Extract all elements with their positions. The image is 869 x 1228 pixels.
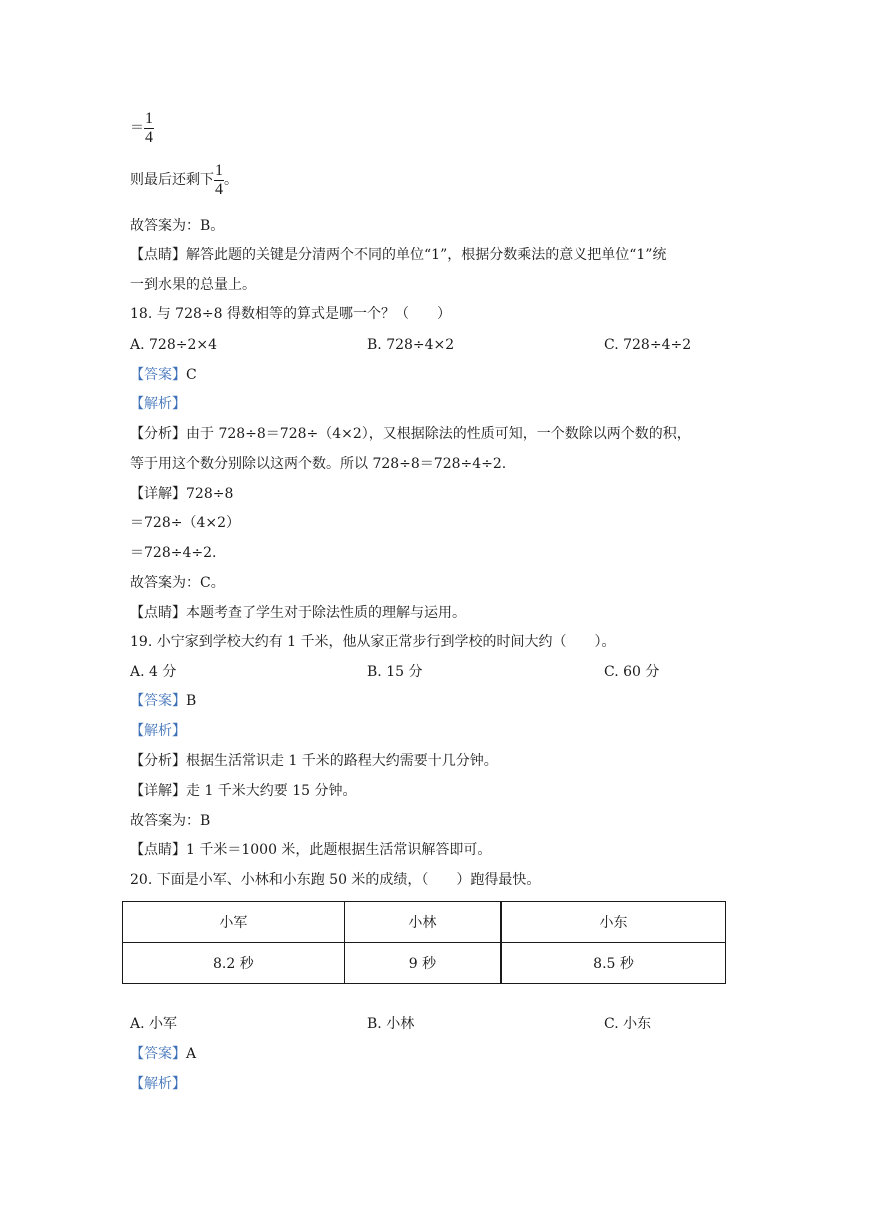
answer-label: 【答案】 — [130, 1046, 186, 1062]
tip-text: 本题考查了学生对于除法性质的理解与运用。 — [186, 605, 466, 621]
q18-step-2: ＝728÷（4×2） — [130, 515, 240, 531]
q18-option-c: C. 728÷4÷2 — [604, 337, 692, 353]
answer-label: 【答案】 — [130, 693, 186, 709]
xiangjie-label: 【详解】 — [130, 783, 186, 799]
table-cell: 小东 — [501, 902, 725, 943]
remain-line — [130, 160, 238, 200]
q19-question: 19. 小宁家到学校大约有 1 千米，他从家正常步行到学校的时间大约（ ）。 — [130, 634, 616, 650]
q19-option-c: C. 60 分 — [604, 664, 660, 680]
fraction-one-quarter-2: $\frac{1}{4}$ — [215, 161, 223, 198]
xiangjie-label: 【详解】 — [130, 486, 186, 502]
q18-fenxi-2: 等于用这个数分别除以这两个数。所以 728÷8＝728÷4÷2. — [130, 456, 507, 472]
fenxi-label: 【分析】 — [130, 426, 186, 442]
fenxi-label: 【分析】 — [130, 753, 186, 769]
q20-analysis-label: 【解析】 — [130, 1076, 186, 1092]
q18-xiangjie — [130, 484, 233, 504]
table-cell: 8.2 秒 — [123, 943, 345, 984]
q19-analysis-label: 【解析】 — [130, 723, 186, 739]
q19-tip — [130, 840, 491, 860]
q20-answer — [130, 1044, 196, 1064]
xiangjie-text: 728÷8 — [186, 486, 234, 502]
q18-tip — [130, 603, 466, 623]
prev-tip-line-2: 一到水果的总量上。 — [130, 277, 256, 293]
table-header-row — [123, 902, 726, 943]
q18-option-a: A. 728÷2×4 — [130, 337, 218, 353]
q18-question: 18. 与 728÷8 得数相等的算式是哪一个？（ ） — [130, 306, 451, 322]
q18-step-3: ＝728÷4÷2. — [130, 545, 217, 561]
equals-sign: ＝ — [130, 120, 144, 136]
q18-answer — [130, 365, 197, 385]
answer-value: A — [186, 1046, 197, 1062]
prev-tip-line — [130, 245, 666, 265]
tip-label: 【点睛】 — [130, 247, 186, 263]
tip-text: 解答此题的关键是分清两个不同的单位“1”，根据分数乘法的意义把单位“1”统 — [186, 247, 667, 263]
answer-value: B — [186, 693, 197, 709]
tip-label: 【点睛】 — [130, 605, 186, 621]
q19-fenxi — [130, 751, 498, 771]
prev-answer-line: 故答案为：B。 — [130, 218, 225, 234]
q19-option-a: A. 4 分 — [130, 664, 177, 680]
q20-option-c: C. 小东 — [604, 1016, 652, 1032]
equation-line — [130, 108, 154, 148]
table-row — [123, 943, 726, 984]
q19-option-b: B. 15 分 — [367, 664, 423, 680]
table-cell: 8.5 秒 — [501, 943, 725, 984]
table-cell: 小军 — [123, 902, 345, 943]
answer-value: C — [186, 367, 197, 383]
answer-label: 【答案】 — [130, 367, 186, 383]
remain-end: 。 — [224, 172, 238, 188]
q19-answer — [130, 691, 196, 711]
tip-text: 1 千米＝1000 米，此题根据生活常识解答即可。 — [186, 842, 492, 858]
results-table — [122, 901, 726, 984]
q20-option-a: A. 小军 — [130, 1016, 178, 1032]
q19-xiangjie — [130, 781, 357, 801]
q18-answer-line: 故答案为：C。 — [130, 575, 225, 591]
q20-option-b: B. 小林 — [367, 1016, 415, 1032]
q20-question: 20. 下面是小军、小林和小东跑 50 米的成绩，（ ）跑得最快。 — [130, 872, 541, 888]
q18-analysis-label: 【解析】 — [130, 396, 186, 412]
q19-answer-line: 故答案为：B — [130, 813, 211, 829]
q18-option-b: B. 728÷4×2 — [367, 337, 455, 353]
remain-text: 则最后还剩下 — [130, 172, 214, 188]
fenxi-text: 由于 728÷8＝728÷（4×2），又根据除法的性质可知，一个数除以两个数的积， — [186, 426, 691, 442]
fraction-one-quarter: $\frac{1}{4}$ — [145, 109, 153, 146]
q18-fenxi — [130, 424, 691, 444]
table-cell: 小林 — [344, 902, 501, 943]
table-cell: 9 秒 — [344, 943, 501, 984]
xiangjie-text: 走 1 千米大约要 15 分钟。 — [186, 783, 357, 799]
fenxi-text: 根据生活常识走 1 千米的路程大约需要十几分钟。 — [186, 753, 498, 769]
tip-label: 【点睛】 — [130, 842, 186, 858]
